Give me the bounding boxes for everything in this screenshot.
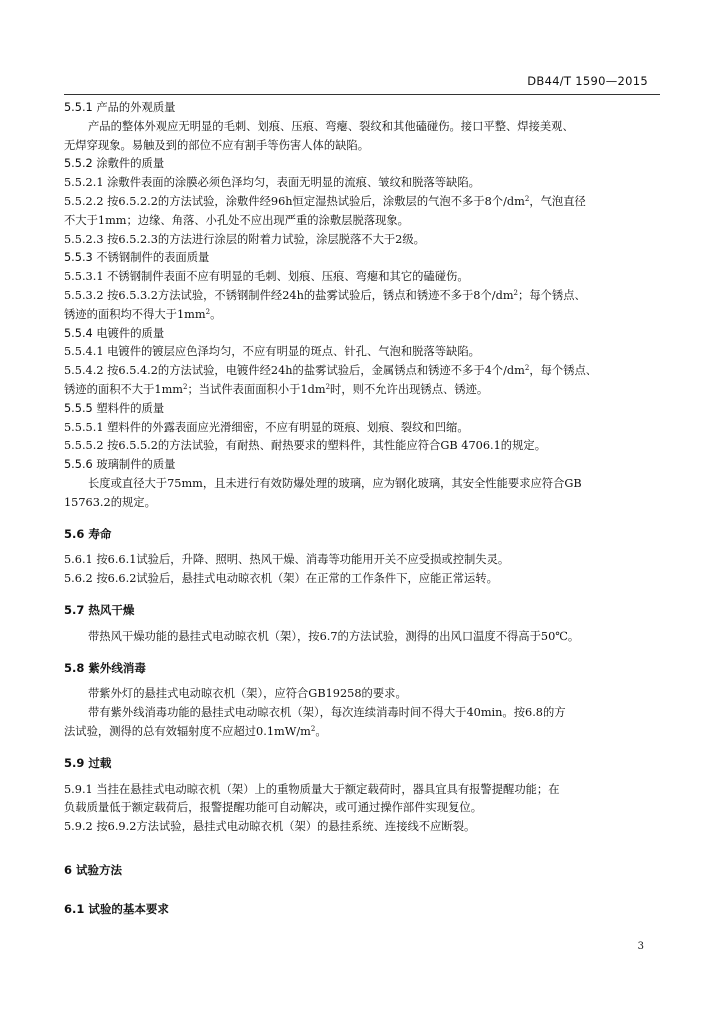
- text-run: 时，则不允许出现锈点、锈迹。: [330, 382, 489, 396]
- clause-5-5-2-2: [64, 193, 662, 212]
- text-run: 。: [315, 724, 327, 738]
- paragraph: [64, 381, 662, 400]
- section-5-5-6-title: 5.5.6 玻璃制件的质量: [64, 458, 176, 472]
- section-5-9-title: 5.9 过载: [64, 755, 112, 770]
- superscript: 2: [524, 364, 530, 373]
- paragraph: 带有紫外线消毒功能的悬挂式电动晾衣机（架），每次连续消毒时间不得大于40min。按6.8的方: [88, 706, 566, 720]
- clause-5-9-2: 5.9.2 按6.9.2方法试验，悬挂式电动晾衣机（架）的悬挂系统、连接线不应断裂。: [64, 820, 476, 834]
- superscript: 2: [310, 724, 316, 733]
- clause-5-6-1: 5.6.1 按6.6.1试验后，升降、照明、热风干燥、消毒等功能用开关不应受损或控制失灵。: [64, 553, 510, 567]
- superscript: 2: [513, 288, 519, 297]
- section-6-title: 6 试验方法: [64, 862, 123, 877]
- section-5-7-title: 5.7 热风干燥: [64, 602, 135, 617]
- section-5-5-4-title: 5.5.4 电镀件的质量: [64, 326, 165, 340]
- section-5-5-5-title: 5.5.5 塑料件的质量: [64, 401, 165, 415]
- section-5-5-3-title: 5.5.3 不锈钢制件的表面质量: [64, 251, 210, 265]
- paragraph: 产品的整体外观应无明显的毛刺、划痕、压痕、弯瘪、裂纹和其他磕碰伤。接口平整、焊接美观、: [88, 119, 574, 133]
- section-5-8-title: 5.8 紫外线消毒: [64, 660, 146, 675]
- text-run: 锈迹的面积不大于1mm: [64, 382, 183, 396]
- clause-5-5-4-1: 5.5.4.1 电镀件的镀层应色泽均匀，不应有明显的斑点、针孔、气泡和脱落等缺陷。: [64, 345, 480, 359]
- paragraph: 不大于1mm；边缘、角落、小孔处不应出现严重的涂敷层脱落现象。: [64, 213, 409, 227]
- header-rule: [64, 94, 660, 95]
- section-6-1-title: 6.1 试验的基本要求: [64, 901, 169, 916]
- superscript: 2: [325, 382, 331, 391]
- text-run: 5.5.4.2 按6.5.4.2的方法试验，电镀件经24h的盐雾试验后，金属锈点和锈迹不多于4个/dm: [64, 364, 525, 378]
- paragraph: 15763.2的规定。: [64, 495, 156, 509]
- superscript: 2: [205, 307, 211, 316]
- clause-5-5-4-2: [64, 362, 662, 381]
- clause-5-5-5-1: 5.5.5.1 塑料件的外露表面应光滑细密，不应有明显的斑痕、划痕、裂纹和凹缩。: [64, 420, 469, 434]
- clause-5-9-1: 5.9.1 当挂在悬挂式电动晾衣机（架）上的重物质量大于额定载荷时，器具宜具有报警提醒功能；在: [64, 782, 560, 796]
- clause-5-6-2: 5.6.2 按6.6.2试验后，悬挂式电动晾衣机（架）在正常的工作条件下，应能正常运转。: [64, 572, 498, 586]
- superscript: 2: [524, 194, 530, 203]
- text-run: 5.5.3.2 按6.5.3.2方法试验，不锈钢制件经24h的盐雾试验后，锈点和锈迹不多于8个/dm: [64, 288, 514, 302]
- clause-5-5-2-1: 5.5.2.1 涂敷件表面的涂膜必须色泽均匀，表面无明显的流痕、皱纹和脱落等缺陷。: [64, 176, 480, 190]
- text-run: ，每个锈点、: [529, 364, 598, 378]
- paragraph: [64, 306, 662, 325]
- clause-5-5-3-1: 5.5.3.1 不锈钢制件表面不应有明显的毛刺、划痕、压痕、弯瘪和其它的磕碰伤。: [64, 270, 469, 284]
- section-5-5-1-title: 5.5.1 产品的外观质量: [64, 101, 176, 114]
- page-number: 3: [637, 941, 644, 952]
- text-run: 。: [210, 307, 222, 321]
- clause-5-5-5-2: 5.5.5.2 按6.5.5.2的方法试验，有耐热、耐热要求的塑料件，其性能应符合GB 4706.1的规定。: [64, 439, 546, 453]
- section-5-6-title: 5.6 寿命: [64, 526, 112, 541]
- text-run: ，气泡直径: [529, 194, 586, 208]
- paragraph: 长度或直径大于75mm，且未进行有效防爆处理的玻璃，应为钢化玻璃，其安全性能要求应符合GB: [88, 476, 582, 490]
- paragraph: 无焊穿现象。易触及到的部位不应有割手等伤害人体的缺陷。: [64, 138, 370, 152]
- superscript: 2: [183, 382, 188, 391]
- paragraph: [64, 723, 662, 742]
- text-run: ；当试件表面面积小于1dm: [187, 382, 326, 396]
- document-body: [64, 99, 662, 918]
- text-run: 5.5.2.2 按6.5.2.2的方法试验，涂敷件经96h恒定湿热试验后，涂敷层的气泡不多于8个/dm: [64, 194, 525, 208]
- paragraph: 带热风干燥功能的悬挂式电动晾衣机（架），按6.7的方法试验，测得的出风口温度不得高于50℃。: [88, 629, 580, 643]
- section-5-5-2-title: 5.5.2 涂敷件的质量: [64, 157, 165, 171]
- text-run: ；每个锈点、: [518, 288, 586, 302]
- text-run: 锈迹的面积均不得大于1mm: [64, 307, 206, 321]
- clause-5-5-3-2: [64, 287, 662, 306]
- standard-code: DB44/T 1590—2015: [527, 74, 648, 88]
- text-run: 法试验，测得的总有效辐射度不应超过0.1mW/m: [64, 724, 311, 738]
- clause-5-5-2-3: 5.5.2.3 按6.5.2.3的方法进行涂层的附着力试验，涂层脱落不大于2级。: [64, 232, 425, 246]
- paragraph: 带紫外灯的悬挂式电动晾衣机（架），应符合GB19258的要求。: [88, 687, 407, 701]
- paragraph: 负载质量低于额定载荷后，报警提醒功能可自动解决，或可通过操作部件实现复位。: [64, 801, 482, 815]
